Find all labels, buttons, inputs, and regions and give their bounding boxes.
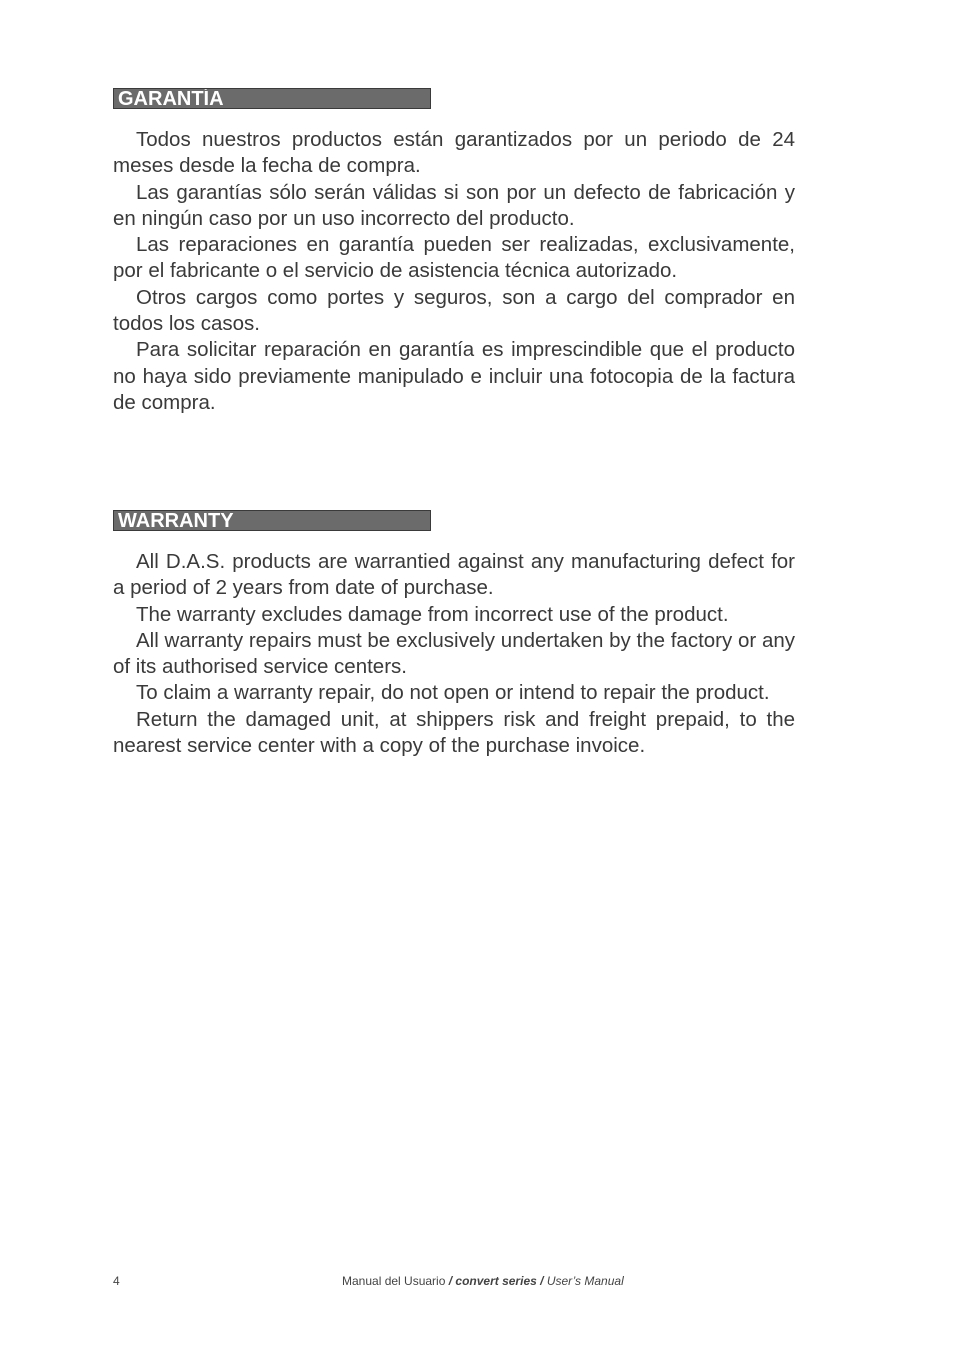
paragraph: All D.A.S. products are warrantied against any manufacturing defect for a period of 2 years from date of purchase.	[113, 550, 795, 600]
section-warranty	[113, 510, 795, 759]
page-footer	[0, 1272, 954, 1290]
page-number: 4	[113, 1274, 120, 1288]
paragraph: Todos nuestros productos están garantizados por un periodo de 24 meses desde la fecha de compra.	[113, 128, 795, 178]
paragraph: To claim a warranty repair, do not open or intend to repair the product.	[136, 681, 770, 705]
section-heading: WARRANTY	[113, 510, 431, 531]
footer-series: convert series	[455, 1274, 537, 1288]
footer-separator: /	[536, 1274, 547, 1288]
footer-manual-en: User’s Manual	[546, 1274, 624, 1288]
paragraph: Las reparaciones en garantía pueden ser realizadas, exclusivamente, por el fabricante o el servicio de asistencia técnica autorizado.	[113, 233, 795, 283]
paragraph: Las garantías sólo serán válidas si son por un defecto de fabricación y en ningún caso por un uso incorrecto del producto.	[113, 180, 795, 230]
paragraph: The warranty excludes damage from incorrect use of the product.	[136, 602, 729, 626]
section-body	[113, 549, 795, 759]
section-garantia	[113, 88, 795, 416]
paragraph: Para solicitar reparación en garantía es imprescindible que el producto no haya sido previamente manipulado e incluir una fotocopia de la factura de compra.	[113, 338, 795, 414]
footer-separator: /	[445, 1274, 456, 1288]
section-body	[113, 127, 795, 416]
paragraph: Otros cargos como portes y seguros, son a cargo del comprador en todos los casos.	[113, 285, 795, 336]
paragraph: All warranty repairs must be exclusively undertaken by the factory or any of its authorised service centers.	[113, 628, 795, 679]
footer-title	[342, 1272, 624, 1290]
paragraph: Return the damaged unit, at shippers risk and freight prepaid, to the nearest service center with a copy of the purchase invoice.	[113, 707, 795, 758]
footer-manual-es: Manual del Usuario	[342, 1274, 446, 1288]
section-heading: GARANTÍA	[113, 88, 431, 109]
